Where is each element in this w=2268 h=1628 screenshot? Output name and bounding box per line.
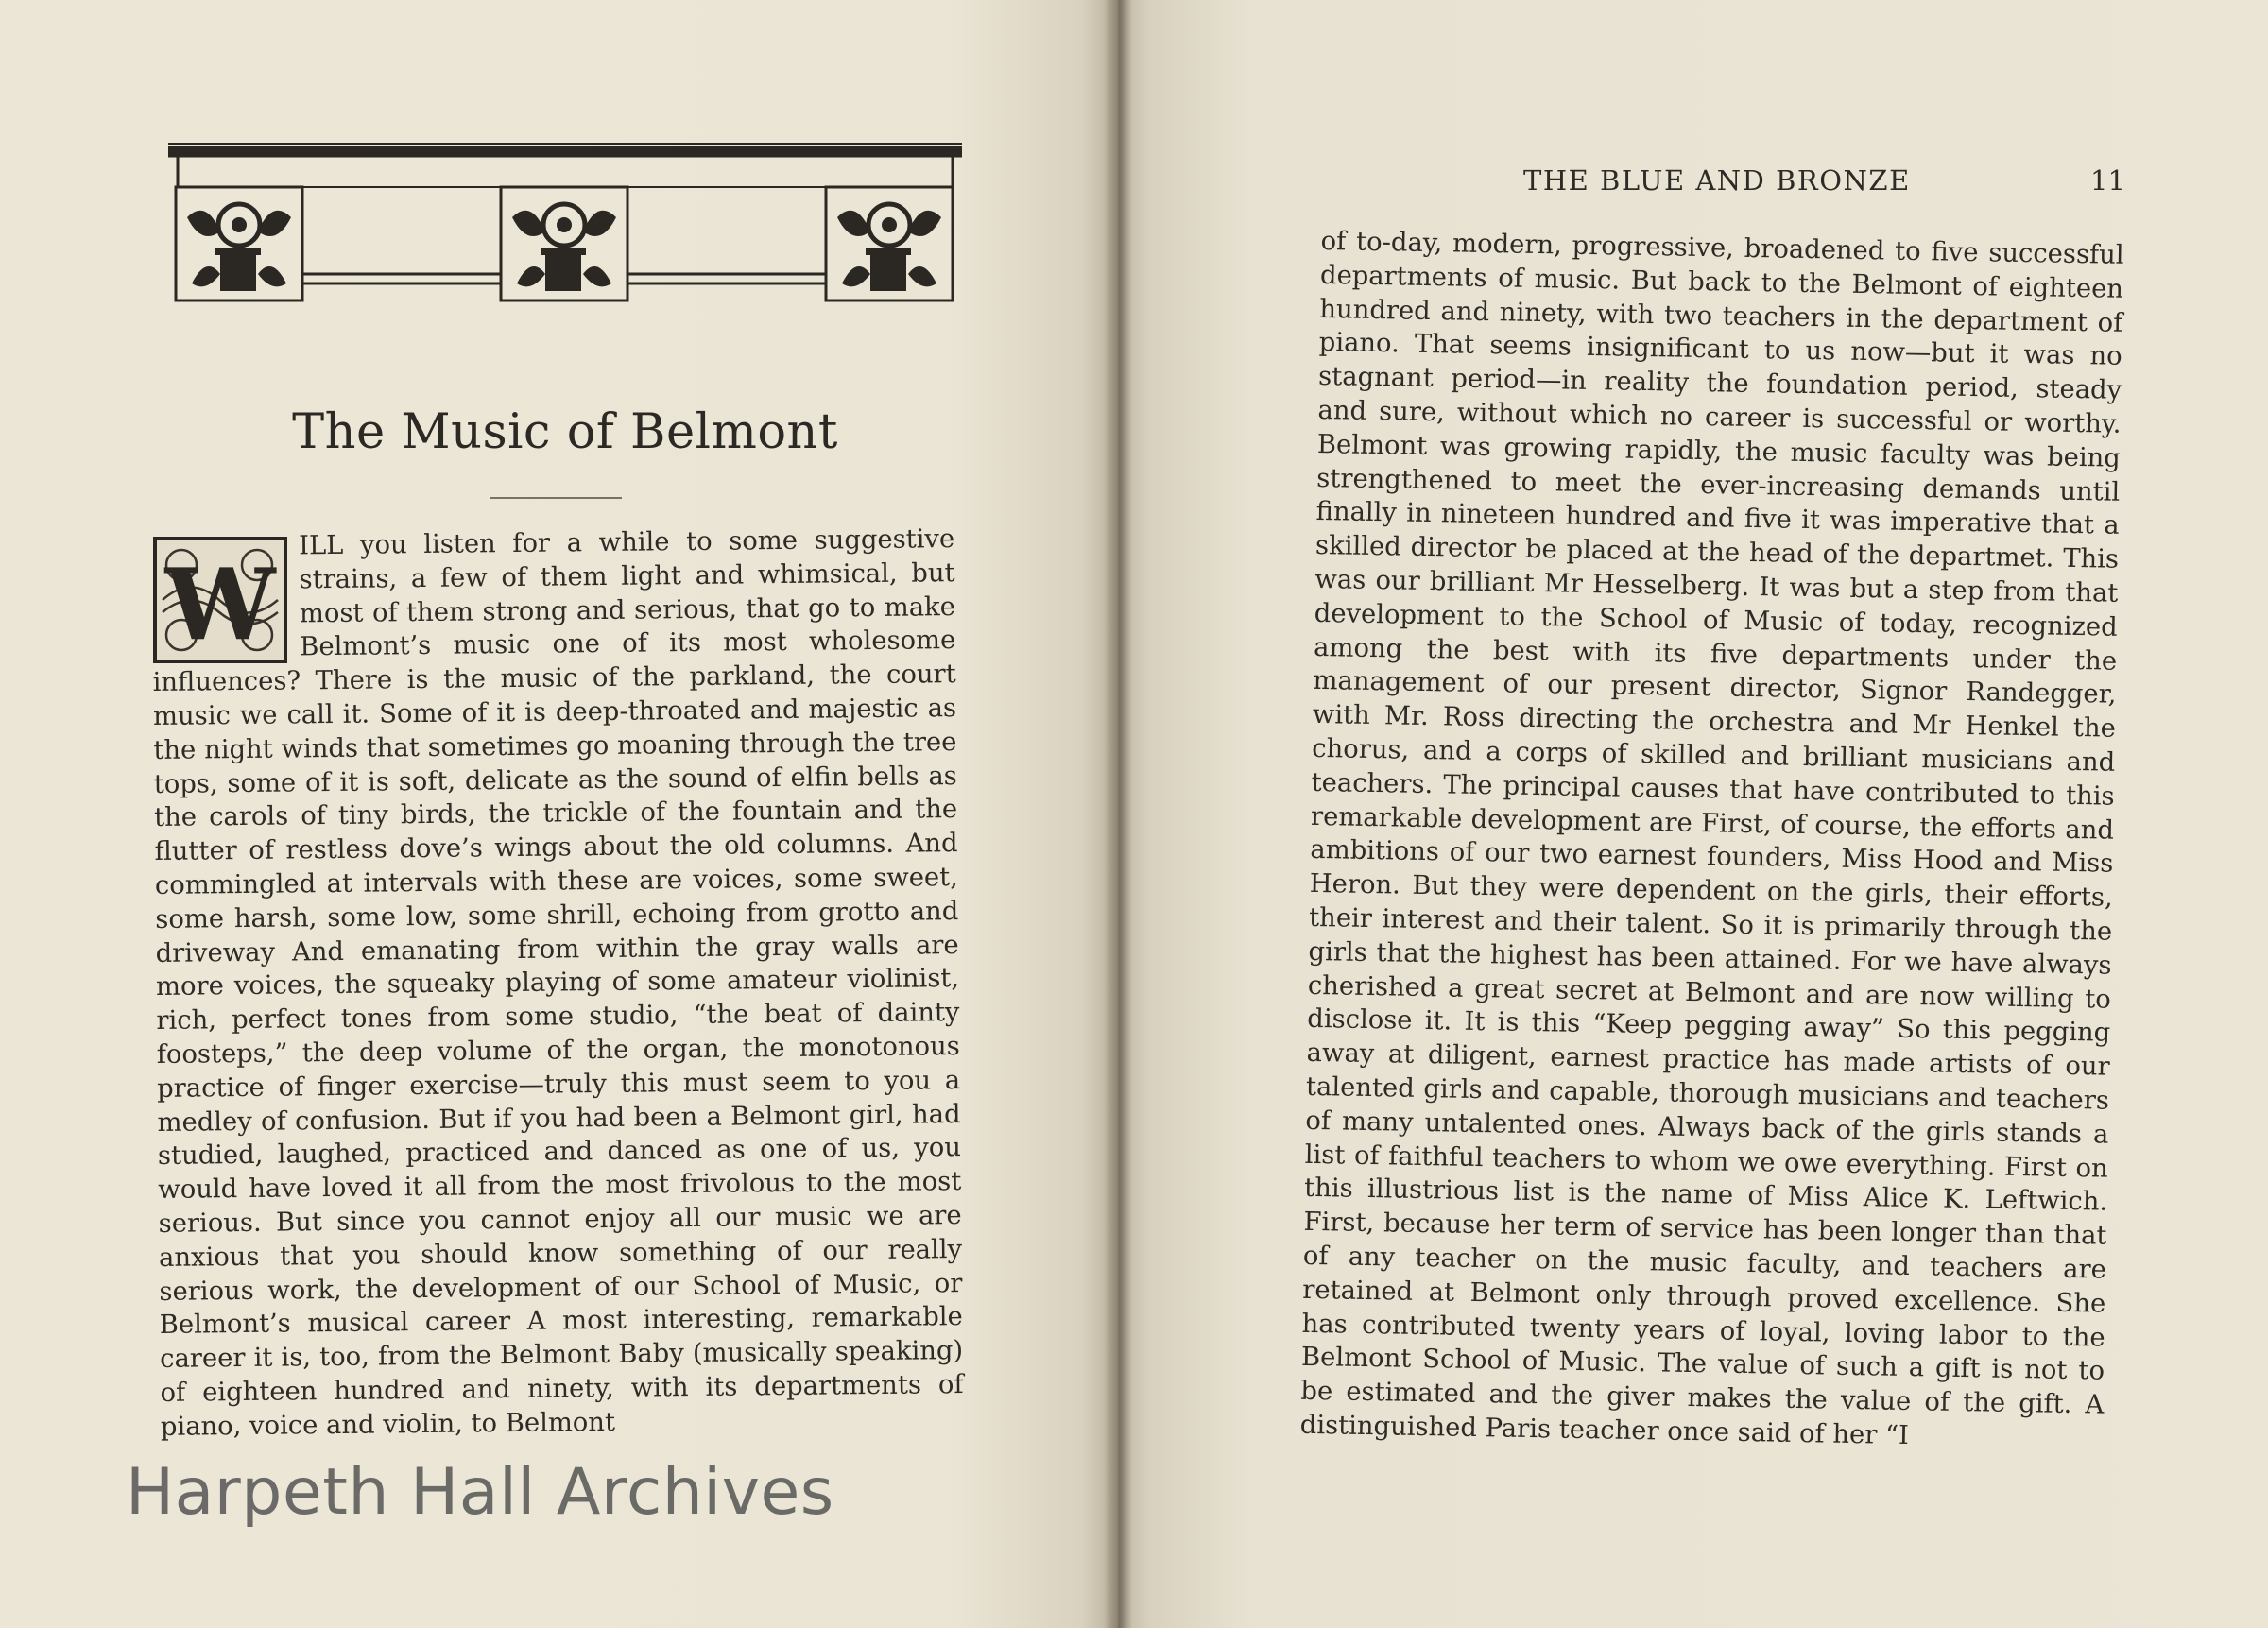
urn-center-icon	[512, 204, 616, 291]
page-number: 11	[2090, 164, 2125, 197]
right-page-body	[1300, 225, 2124, 1456]
left-page-text: ILL you listen for a while to some suggestive strains, a few of them light and whimsical, but most of them strong and serious, that go to make Belmont’s music one of its most wholesome influences? There is the music of the parkland, the court music we call it. Some of it is deep-throated and majestic as the night winds that sometimes go moaning through the tree tops, some of it is soft, delicate as the sound of elfin bells as the carols of tiny birds, the trickle of the fountain and the flutter of restless dove’s wings about the old columns. And commingled at intervals with these are voices, some sweet, some harsh, some low, some shrill, echoing from grotto and driveway And emanating from within the gray walls are more voices, the squeaky playing of some amateur violinist, rich, perfect tones from some studio, “the beat of dainty foosteps,” the deep volume of the organ, the monotonous practice of finger exercise—truly this must seem to you a medley of confusion. But if you had been a Belmont girl, had studied, laughed, practiced and danced as one of us, you would have loved it all from the most frivolous to the most serious. But since you cannot enjoy all our music we are anxious that you should know something of our really serious work, the development of our School of Music, or Belmont’s musical career A most interesting, remarkable career it is, too, from the Belmont Baby (musically speaking) of eighteen hundred and ninety, with its departments of piano, voice and violin, to Belmont	[152, 524, 964, 1442]
archive-watermark: Harpeth Hall Archives	[126, 1455, 834, 1530]
book-gutter	[1104, 0, 1132, 1628]
title-rule	[490, 497, 622, 499]
left-page-body	[151, 523, 964, 1444]
article-title: The Music of Belmont	[292, 404, 838, 460]
svg-text:W: W	[164, 546, 276, 662]
header-ornament	[168, 142, 962, 307]
urn-right-icon	[837, 204, 941, 291]
urn-left-icon	[187, 204, 291, 291]
right-page-text: of to-day, modern, progressive, broadened to five successful departments of music. But back to the Belmont of eighteen hundred and ninety, with two teachers in the department of piano. That seems insignificant to us now—but it was no stagnant period—in reality the foundation period, steady and sure, without which no career is successful or worthy. Belmont was growing rapidly, the music faculty was being strengthened to meet the ever-increasing demands until finally in nineteen hundred and five it was imperative that a skilled director be placed at the head of the departmet. This was our brilliant Mr Hesselberg. It was but a step from that development to the School of Music of today, recognized among the best with its five departments under the management of our present director, Signor Randegger, with Mr. Ross directing the orchestra and Mr Henkel the chorus, and a corps of skilled and brilliant musicians and teachers. The principal causes that have contributed to this remarkable development are First, of course, the efforts and ambitions of our two earnest founders, Miss Hood and Miss Heron. But they were dependent on the girls, their efforts, their interest and their talent. So it is primarily through the girls that the highest has been attained. For we have always cherished a great secret at Belmont and are now willing to disclose it. It is this “Keep pegging away” So this pegging away at diligent, earnest practice has made artists of our talented girls and capable, thorough musicians and teachers of many untalented ones. Always back of the girls stands a list of faithful teachers to whom we owe everything. First on this illustrious list is the name of Miss Alice K. Leftwich. First, because her term of service has been longer than that of any teacher on the music faculty, and teachers are retained at Belmont only through proved excellence. She has contributed twenty years of loyal, loving labor to the Belmont School of Music. The value of such a gift is not to be estimated and the giver makes the value of the gift. A distinguished Paris teacher once said of her “I	[1299, 226, 2124, 1450]
running-head: THE BLUE AND BRONZE	[1523, 164, 1911, 197]
